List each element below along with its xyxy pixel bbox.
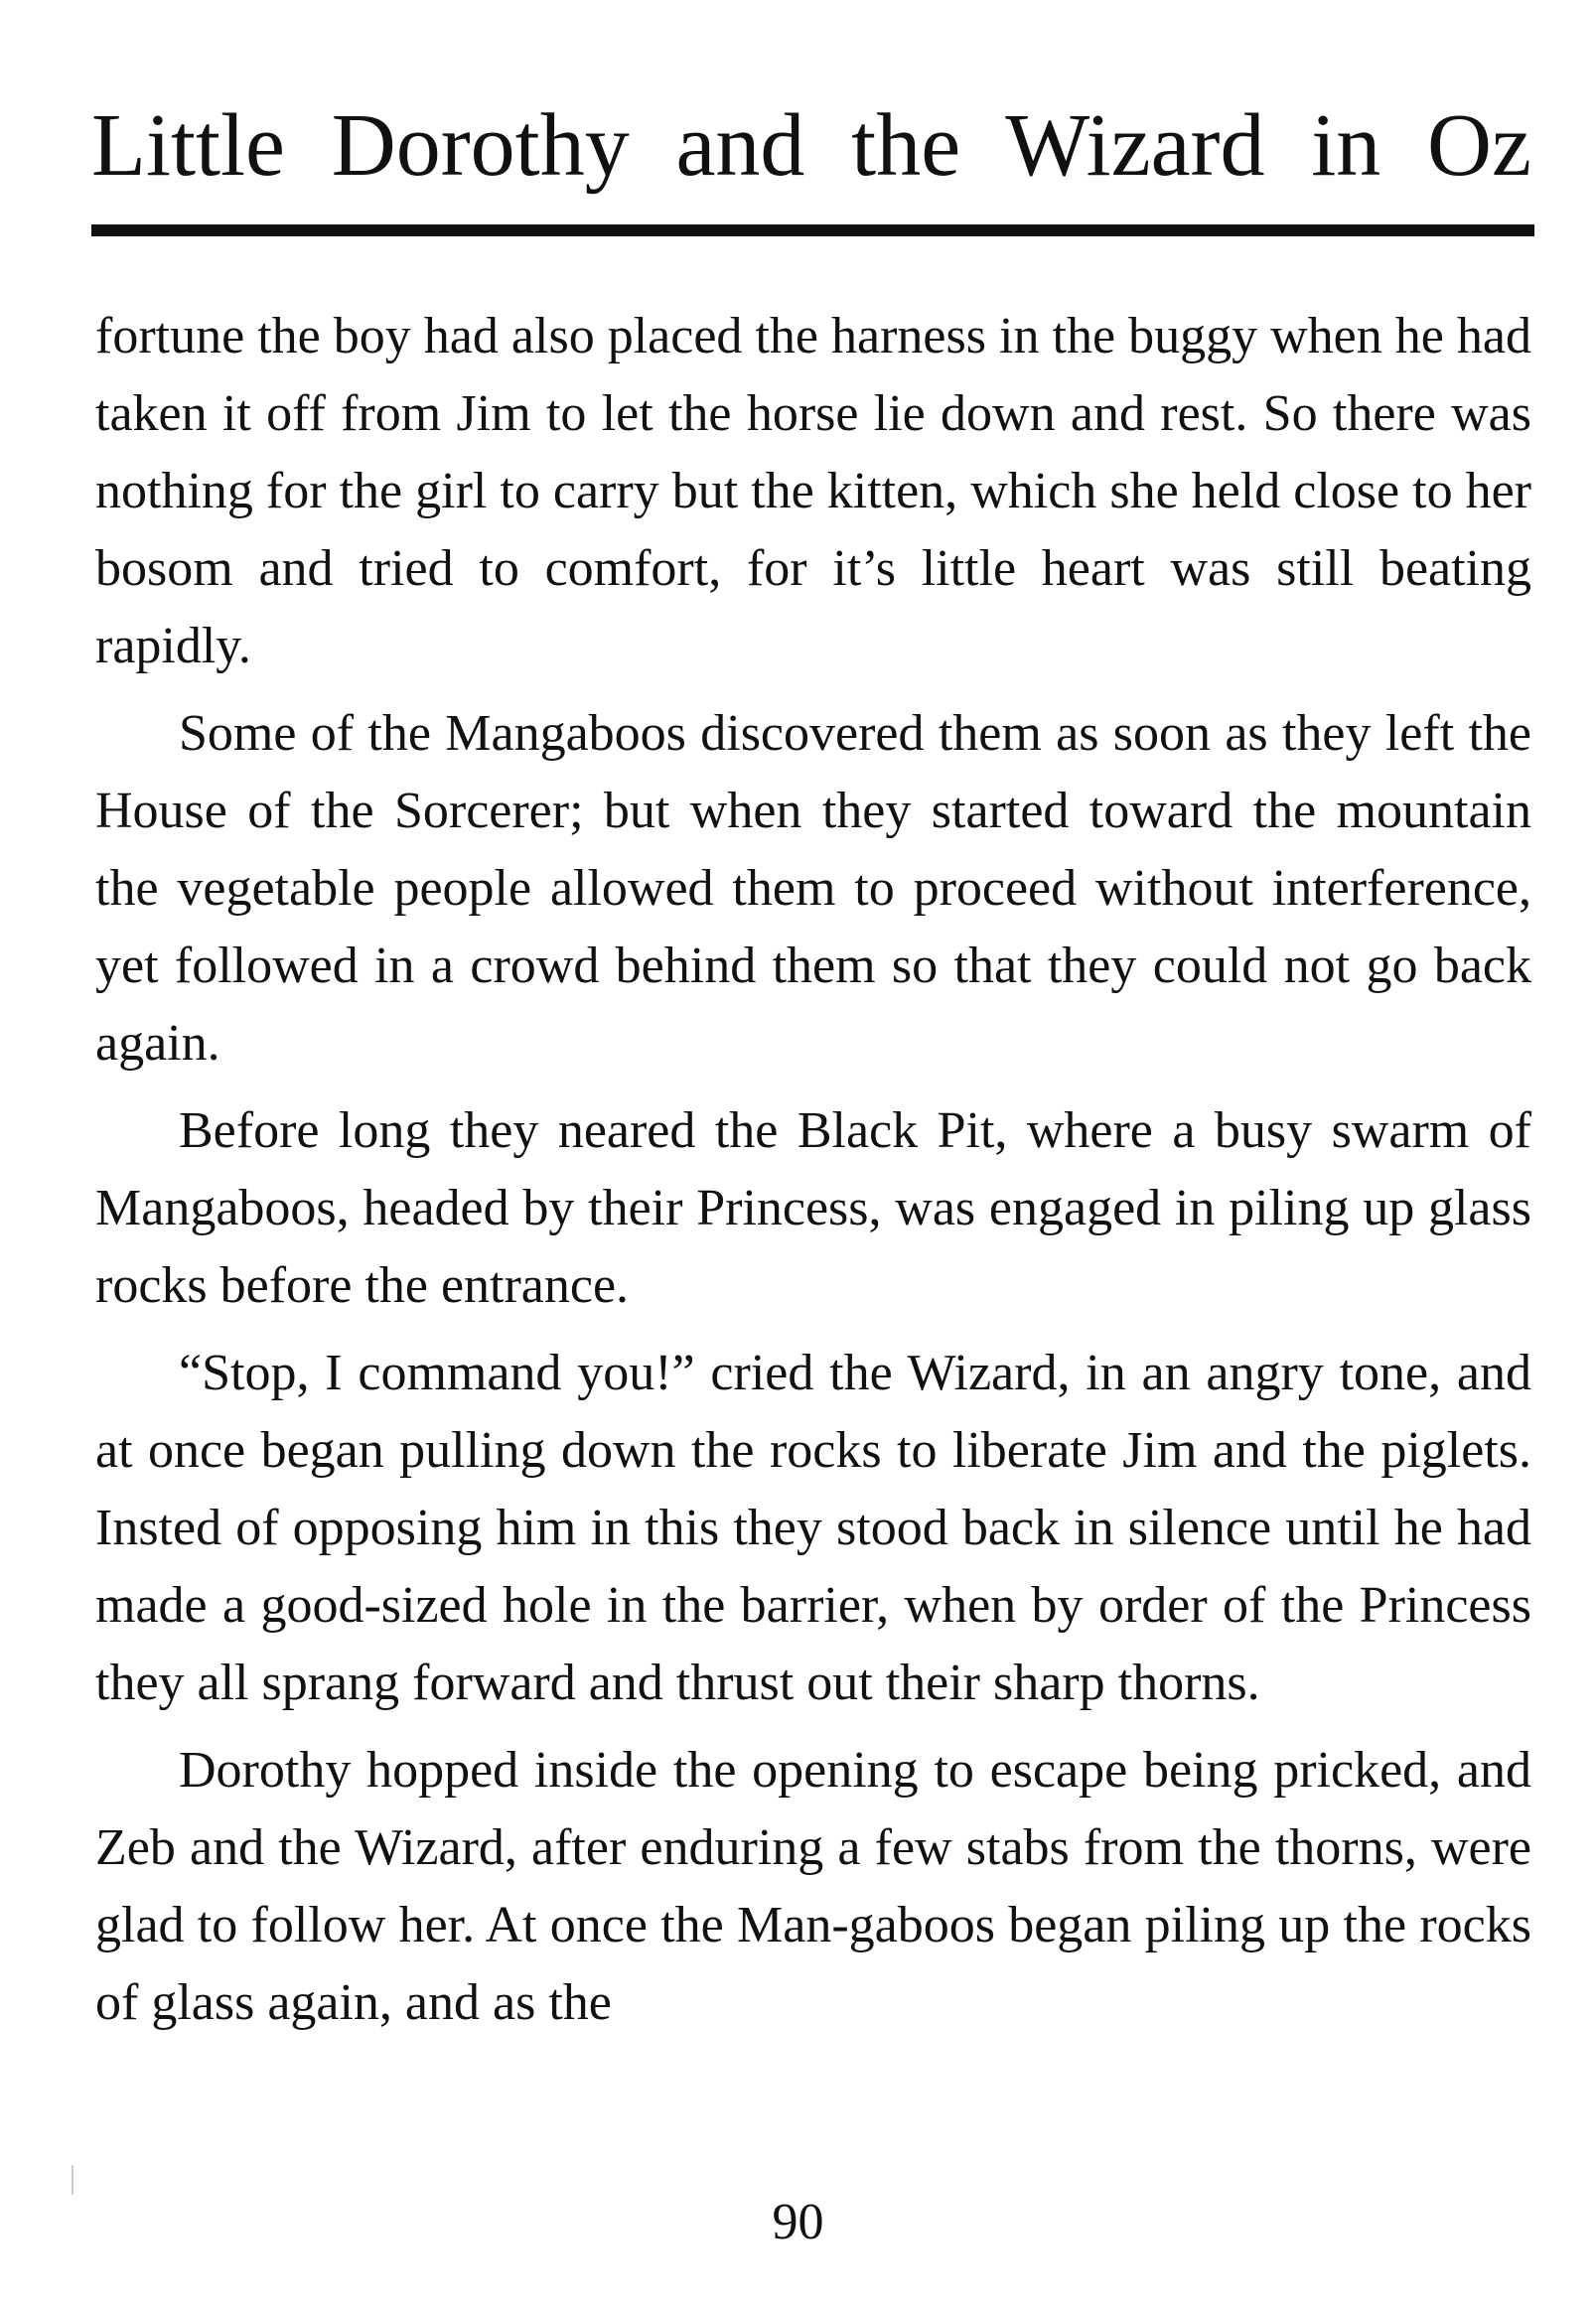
paragraph: Some of the Mangaboos discovered them as soon as they left the House of the Sorcerer; but when they started toward the mountain the vegetable people allowed them to proceed without interference, yet followed in a crowd behind them so that they could not go back again. [95,705,1531,1072]
header-rule [91,224,1534,236]
page-number: 90 [772,2194,824,2250]
paragraph: Dorothy hopped inside the opening to escape being pricked, and Zeb and the Wizard, after enduring a few stabs from the thorns, were glad to follow her. At once the Man-gaboos began piling up the rocks of glass again, and as the [95,1742,1531,2031]
paragraph: Before long they neared the Black Pit, where a busy swarm of Mangaboos, headed by their Princess, was engaged in piling up glass rocks before the entrance. [95,1102,1531,1314]
paragraph: fortune the boy had also placed the harness in the buggy when he had taken it off from Jim to let the horse lie down and rest. So there was nothing for the girl to carry but the kitten, which she held close to her bosom and tried to comfort, for it’s little heart was still beating rapidly. [95,308,1531,674]
paragraph: “Stop, I command you!” cried the Wizard, in an angry tone, and at once began pulling down the rocks to liberate Jim and the piglets. Insted of opposing him in this they stood back in silence until he had made a good-sized hole in the barrier, when by order of the Princess they all sprang forward and thrust out their sharp thorns. [95,1345,1531,1711]
body-text [95,298,1531,2042]
running-head-title: Little Dorothy and the Wizard in Oz [91,96,1531,195]
margin-speck [72,2165,73,2195]
